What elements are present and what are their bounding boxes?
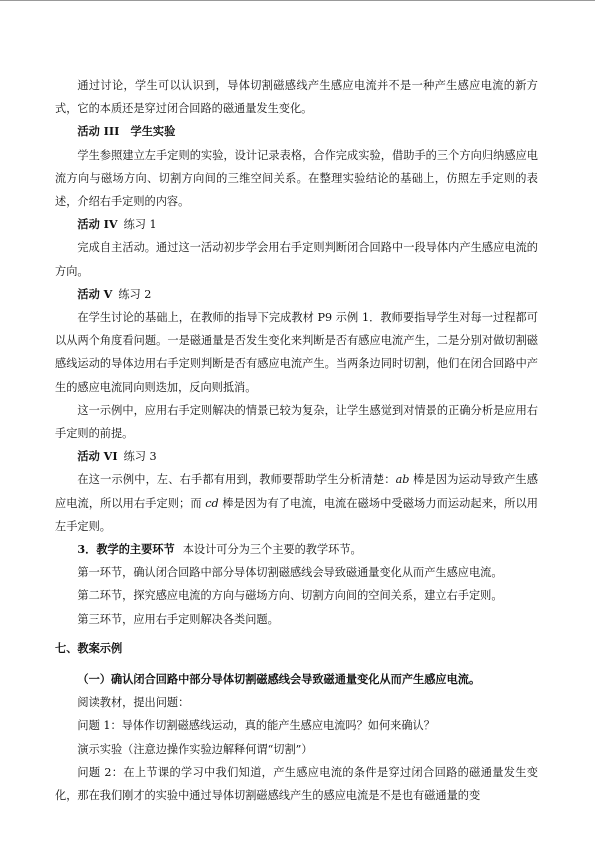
activity-6-title: 活动 VI <box>77 449 118 464</box>
activity-4-title: 活动 IV <box>77 217 118 232</box>
paragraph-read: 阅读教材，提出问题： <box>77 696 190 710</box>
stage-3: 第三环节，应用右手定则解决各类问题。 <box>77 612 279 626</box>
section-7-heading: 七、教案示例 <box>55 640 123 655</box>
subsection-1-heading: （一）确认闭合回路中部分导体切割磁感线会导致磁通量变化从而产生感应电流。 <box>77 672 481 687</box>
paragraph-activity-3: 学生参照建立左手定则的实验，设计记录表格，合作完成实验，借助手的三个方向归纳感应电流方向与磁场方向、切割方向间的三维空间关系。在整理实验结论的基础上，仿照左手定则的表述，介绍右手定则的内容。 <box>55 148 538 209</box>
stage-1: 第一环节，确认闭合回路中部分导体切割磁感线会导致磁通量变化从而产生感应电流。 <box>77 566 503 580</box>
paragraph-activity-6-part-b: 棒是因为运动导致产生感应电流，所以用右手定则；而 <box>55 473 538 510</box>
activity-5-title: 活动 V <box>77 286 113 301</box>
question-1: 问题 1：导体作切割磁感线运动，真的能产生感应电流吗？如何来确认？ <box>77 719 435 733</box>
question-2: 问题 2：在上节课的学习中我们知道，产生感应电流的条件是穿过闭合回路的磁通量发生变化，那在我们刚才的实验中通过导体切割磁感线产生的感应电流是不是也有磁通量的变 <box>55 765 538 803</box>
activity-5-heading <box>55 283 538 306</box>
activity-4-subtitle: 练习 1 <box>123 218 157 232</box>
paragraph-example-analysis: 这一示例中，应用右手定则解决的情景已较为复杂，让学生感觉到对情景的正确分析是应用右手定则的前提。 <box>55 403 538 441</box>
paragraph-activity-6-part-c: 棒是因为有了电流，电流在磁场中受磁场力而运动起来，所以用左手定则。 <box>55 496 538 533</box>
key-stages-intro: 本设计可分为三个主要的教学环节。 <box>182 543 362 557</box>
activity-6-heading <box>55 445 538 468</box>
paragraph-activity-4: 完成自主活动。通过这一活动初步学会用右手定则判断闭合回路中一段导体内产生感应电流的方向。 <box>55 241 538 278</box>
key-stages-heading <box>55 538 538 561</box>
stage-2: 第二环节，探究感应电流的方向与磁场方向、切割方向间的空间关系，建立右手定则。 <box>77 589 503 603</box>
demo-experiment: 演示实验（注意边操作实验边解释何谓“切割”） <box>77 742 313 756</box>
activity-4-heading <box>55 213 538 236</box>
paragraph-activity-6-part-a: 在这一示例中，左、右手都有用到，教师要帮助学生分析清楚： <box>77 473 396 487</box>
activity-6-subtitle: 练习 3 <box>123 450 157 464</box>
paragraph-discussion: 通过讨论，学生可以认识到，导体切割磁感线产生感应电流并不是一种产生感应电流的新方式，它的本质还是穿过闭合回路的磁通量发生变化。 <box>55 79 538 116</box>
paragraph-activity-6 <box>55 468 538 538</box>
document-body <box>55 74 538 807</box>
rod-cd-label: cd <box>205 496 219 510</box>
paragraph-activity-5: 在学生讨论的基础上，在教师的指导下完成教材 P9 示例 1．教师要指导学生对每一过程都可以从两个角度看问题。一是磁通量是否发生变化来判断是否有感应电流产生，二是分别对做切割磁感线运动的导体边用右手定则判断是否有感应电流产生。当两条边同时切割，他们在闭合回路中产生的感应电流同向则迭加，反向则抵消。 <box>55 311 538 394</box>
page-top-border <box>0 0 595 1</box>
key-stages-title: 3．教学的主要环节 <box>77 542 175 557</box>
activity-3-heading: 活动 III 学生实验 <box>77 124 176 139</box>
activity-5-subtitle: 练习 2 <box>118 287 152 301</box>
rod-ab-label: ab <box>395 473 410 487</box>
